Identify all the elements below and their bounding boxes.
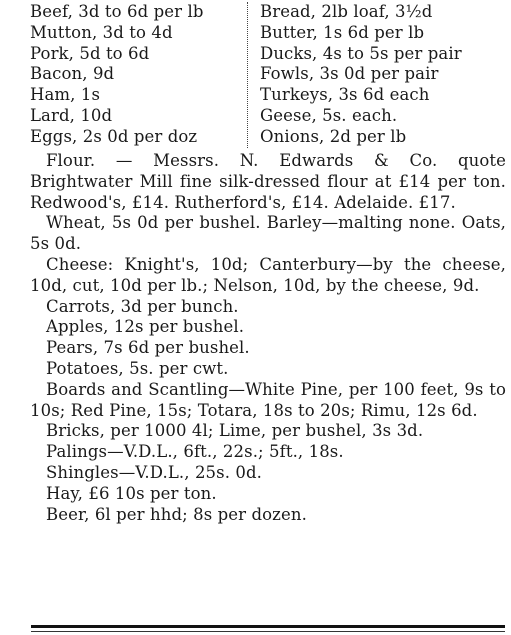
closing-rule-thin	[31, 631, 505, 632]
potatoes-paragraph: Potatoes, 5s. per cwt.	[46, 358, 229, 378]
carrots-paragraph: Carrots, 3d per bunch.	[46, 296, 239, 316]
shingles-paragraph: Shingles—V.D.L., 25s. 0d.	[46, 462, 263, 482]
apples-paragraph: Apples, 12s per bushel.	[46, 317, 245, 337]
price-item: Eggs, 2s 0d per doz	[30, 126, 198, 146]
price-list-right-column	[248, 2, 500, 148]
timber-paragraph: Boards and Scantling—White Pine, per 100 feet, 9s to 10s; Red Pine, 15s; Totara, 18s to 20s; Rimu, 12s 6d.	[30, 379, 506, 420]
price-item: Geese, 5s. each.	[260, 105, 398, 125]
cheese-paragraph: Cheese: Knight's, 10d; Canterbury—by the cheese, 10d, cut, 10d per lb.; Nelson, 10d, by the cheese, 9d.	[30, 254, 506, 295]
price-list-table	[30, 2, 500, 148]
price-item: Mutton, 3d to 4d	[30, 22, 173, 42]
price-item: Ducks, 4s to 5s per pair	[260, 43, 462, 63]
flour-paragraph: Flour. — Messrs. N. Edwards & Co. quote Brightwater Mill fine silk-dressed flour at £14 per ton. Redwood's, £14. Rutherford's, £14. Adelaide. £17.	[30, 151, 506, 212]
price-item: Turkeys, 3s 6d each	[260, 85, 430, 105]
price-item: Butter, 1s 6d per lb	[260, 22, 425, 42]
beer-paragraph: Beer, 6l per hhd; 8s per dozen.	[46, 504, 307, 524]
palings-paragraph: Palings—V.D.L., 6ft., 22s.; 5ft., 18s.	[46, 442, 344, 462]
price-item: Bacon, 9d	[30, 64, 115, 84]
closing-rule-thick	[31, 625, 505, 628]
market-report-body	[30, 151, 506, 525]
price-list-left-column	[30, 2, 248, 148]
price-item: Lard, 10d	[30, 105, 113, 125]
price-item: Beef, 3d to 6d per lb	[30, 2, 204, 21]
wheat-paragraph: Wheat, 5s 0d per bushel. Barley—malting none. Oats, 5s 0d.	[30, 213, 506, 254]
price-item: Onions, 2d per lb	[260, 126, 407, 146]
price-item: Fowls, 3s 0d per pair	[260, 64, 439, 84]
price-item: Bread, 2lb loaf, 3½d	[260, 2, 433, 21]
bricks-paragraph: Bricks, per 1000 4l; Lime, per bushel, 3s 3d.	[46, 421, 424, 441]
price-item: Pork, 5d to 6d	[30, 43, 150, 63]
pears-paragraph: Pears, 7s 6d per bushel.	[46, 338, 250, 358]
hay-paragraph: Hay, £6 10s per ton.	[46, 483, 217, 503]
price-item: Ham, 1s	[30, 85, 101, 105]
